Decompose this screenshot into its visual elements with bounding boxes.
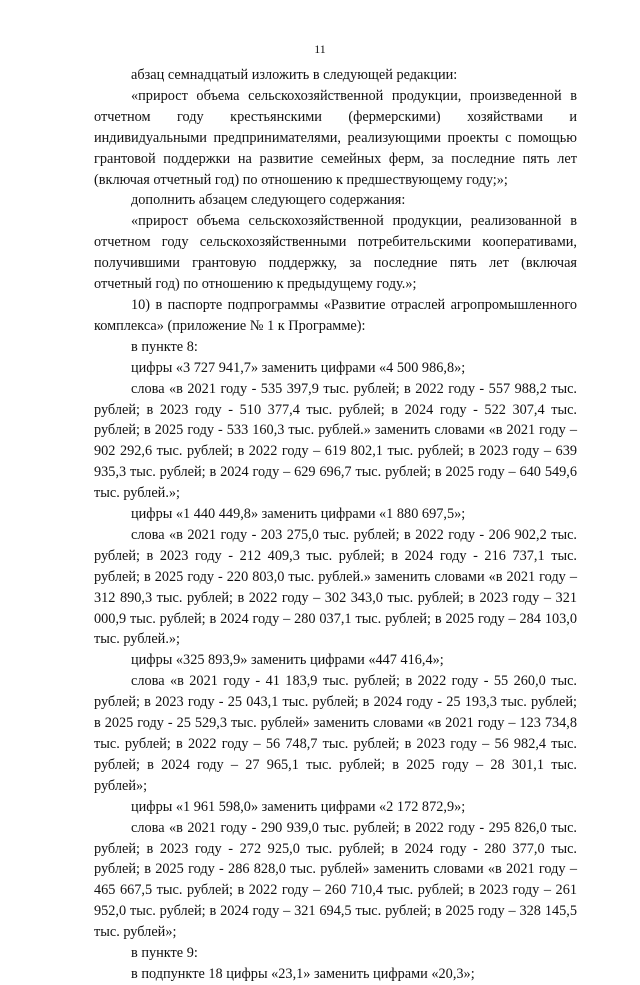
- paragraph: слова «в 2021 году - 41 183,9 тыс. рублей; в 2022 году - 55 260,0 тыс. рублей; в 2023 году - 25 043,1 тыс. рублей; в 2024 году - 25 193,3 тыс. рублей; в 2025 году - 25 529,3 тыс. рублей» заменить словами «в 2021 году – 123 734,8 тыс. рублей; в 2022 году – 56 748,7 тыс. рублей; в 2023 году – 56 982,4 тыс. рублей; в 2024 году – 27 965,1 тыс. рублей; в 2025 году – 28 301,1 тыс. рублей»;: [94, 673, 577, 794]
- paragraph: слова «в 2021 году - 290 939,0 тыс. рублей; в 2022 году - 295 826,0 тыс. рублей; в 2023 году - 272 925,0 тыс. рублей; в 2024 году - 280 377,0 тыс. рублей; в 2025 году - 286 828,0 тыс. рублей» заменить словами «в 2021 году – 465 667,5 тыс. рублей; в 2022 году – 260 710,4 тыс. рублей; в 2023 году – 261 952,0 тыс. рублей; в 2024 году – 321 694,5 тыс. рублей; в 2025 году – 328 145,5 тыс. рублей»;: [94, 819, 577, 941]
- page-number: 11: [314, 42, 326, 56]
- paragraph: 10) в паспорте подпрограммы «Развитие отраслей агропромышленного комплекса» (приложение № 1 к Программе):: [94, 296, 577, 334]
- document-body: [94, 65, 577, 985]
- paragraph: цифры «1 440 449,8» заменить цифрами «1 880 697,5»;: [131, 506, 466, 523]
- paragraph: абзац семнадцатый изложить в следующей редакции:: [131, 67, 458, 83]
- paragraph: слова «в 2021 году - 203 275,0 тыс. рублей; в 2022 году - 206 902,2 тыс. рублей; в 2023 году - 212 409,3 тыс. рублей; в 2024 году - 216 737,1 тыс. рублей; в 2025 году - 220 803,0 тыс. рублей.» заменить словами «в 2021 году – 312 890,3 тыс. рублей; в 2022 году – 302 343,0 тыс. рублей; в 2023 году – 321 000,9 тыс. рублей; в 2024 году – 280 037,1 тыс. рублей; в 2025 году – 284 103,0 тыс. рублей.»;: [94, 526, 577, 648]
- paragraph: слова «в 2021 году - 535 397,9 тыс. рублей; в 2022 году - 557 988,2 тыс. рублей; в 2023 году - 510 377,4 тыс. рублей; в 2024 году - 522 307,4 тыс. рублей; в 2025 году - 533 160,3 тыс. рублей.» заменить словами «в 2021 году – 902 292,6 тыс. рублей; в 2022 году – 619 802,1 тыс. рублей; в 2023 году – 639 935,3 тыс. рублей; в 2024 году – 629 696,7 тыс. рублей; в 2025 году – 640 549,6 тыс. рублей.»;: [94, 380, 577, 502]
- paragraph: «прирост объема сельскохозяйственной продукции, реализованной в отчетном году сельскохозяйственными потребительскими кооперативами, получившими грантовую поддержку, за последние пять лет (включая отчетный год) по отношению к предыдущему году.»;: [94, 213, 577, 293]
- paragraph: цифры «1 961 598,0» заменить цифрами «2 172 872,9»;: [131, 798, 466, 815]
- paragraph: «прирост объема сельскохозяйственной продукции, произведенной в отчетном году крестьянскими (фермерскими) хозяйствами и индивидуальными предпринимателями, реализующими проекты с помощью грантовой поддержки на развитие семейных ферм, за последние пять лет (включая отчетный год) по отношению к предшествующему году;»;: [94, 87, 577, 188]
- paragraph: цифры «3 727 941,7» заменить цифрами «4 500 986,8»;: [131, 359, 466, 376]
- paragraph: дополнить абзацем следующего содержания:: [131, 192, 406, 209]
- paragraph: в подпункте 18 цифры «23,1» заменить цифрами «20,3»;: [131, 965, 475, 982]
- paragraph: цифры «325 893,9» заменить цифрами «447 416,4»;: [131, 652, 444, 669]
- paragraph: в пункте 8:: [131, 338, 198, 355]
- paragraph: в пункте 9:: [131, 945, 198, 962]
